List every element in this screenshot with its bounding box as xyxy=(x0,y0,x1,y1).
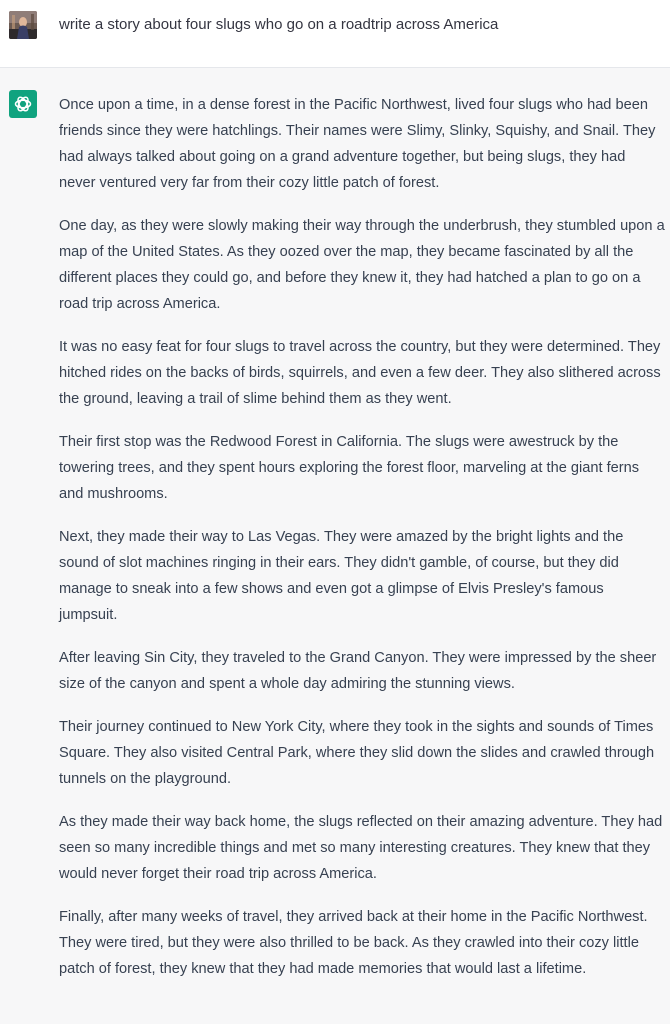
user-message xyxy=(0,0,670,68)
assistant-avatar xyxy=(9,90,37,118)
user-photo-icon xyxy=(9,11,37,39)
assistant-message xyxy=(0,68,670,1024)
story-paragraph: As they made their way back home, the slugs reflected on their amazing adventure. They had seen so many incredible things and met so many interesting creatures. They knew that they would never forget their road trip across America. xyxy=(59,814,663,882)
story-paragraph: Once upon a time, in a dense forest in the Pacific Northwest, lived four slugs who had been friends since they were hatchlings. Their names were Slimy, Slinky, Squishy, and Snail. They had always talked about going on a grand adventure together, but being slugs, they had never ventured very far from their cozy little patch of forest. xyxy=(59,97,656,191)
story-paragraph: It was no easy feat for four slugs to travel across the country, but they were determined. They hitched rides on the backs of birds, squirrels, and even a few deer. They also slithered across the ground, leaving a trail of slime behind them as they went. xyxy=(59,339,661,407)
user-avatar xyxy=(9,11,37,39)
story-paragraph: Their journey continued to New York City, where they took in the sights and sounds of Times Square. They also visited Central Park, where they slid down the slides and crawled through tunnels on the playground. xyxy=(59,719,655,787)
story-paragraph: After leaving Sin City, they traveled to the Grand Canyon. They were impressed by the sheer size of the canyon and spent a whole day admiring the stunning views. xyxy=(59,650,657,692)
story-paragraph: One day, as they were slowly making their way through the underbrush, they stumbled upon a map of the United States. As they oozed over the map, they became fascinated by all the different places they could go, and before they knew it, they had hatched a plan to go on a road trip across America. xyxy=(59,218,665,312)
story-paragraph: Next, they made their way to Las Vegas. They were amazed by the bright lights and the sound of slot machines ringing in their ears. They didn't gamble, of course, but they did manage to sneak into a few shows and even got a glimpse of Elvis Presley's famous jumpsuit. xyxy=(59,529,624,623)
openai-logo-icon xyxy=(13,94,33,114)
story-paragraph: Finally, after many weeks of travel, they arrived back at their home in the Pacific Northwest. They were tired, but they were also thrilled to be back. As they crawled into their cozy little patch of forest, they knew that they had made memories that would last a lifetime. xyxy=(59,909,648,977)
story-paragraph: Their first stop was the Redwood Forest in California. The slugs were awestruck by the towering trees, and they spent hours exploring the forest floor, marveling at the giant ferns and mushrooms. xyxy=(59,434,640,502)
assistant-response xyxy=(59,92,665,999)
user-prompt-text: write a story about four slugs who go on a roadtrip across America xyxy=(59,16,499,33)
